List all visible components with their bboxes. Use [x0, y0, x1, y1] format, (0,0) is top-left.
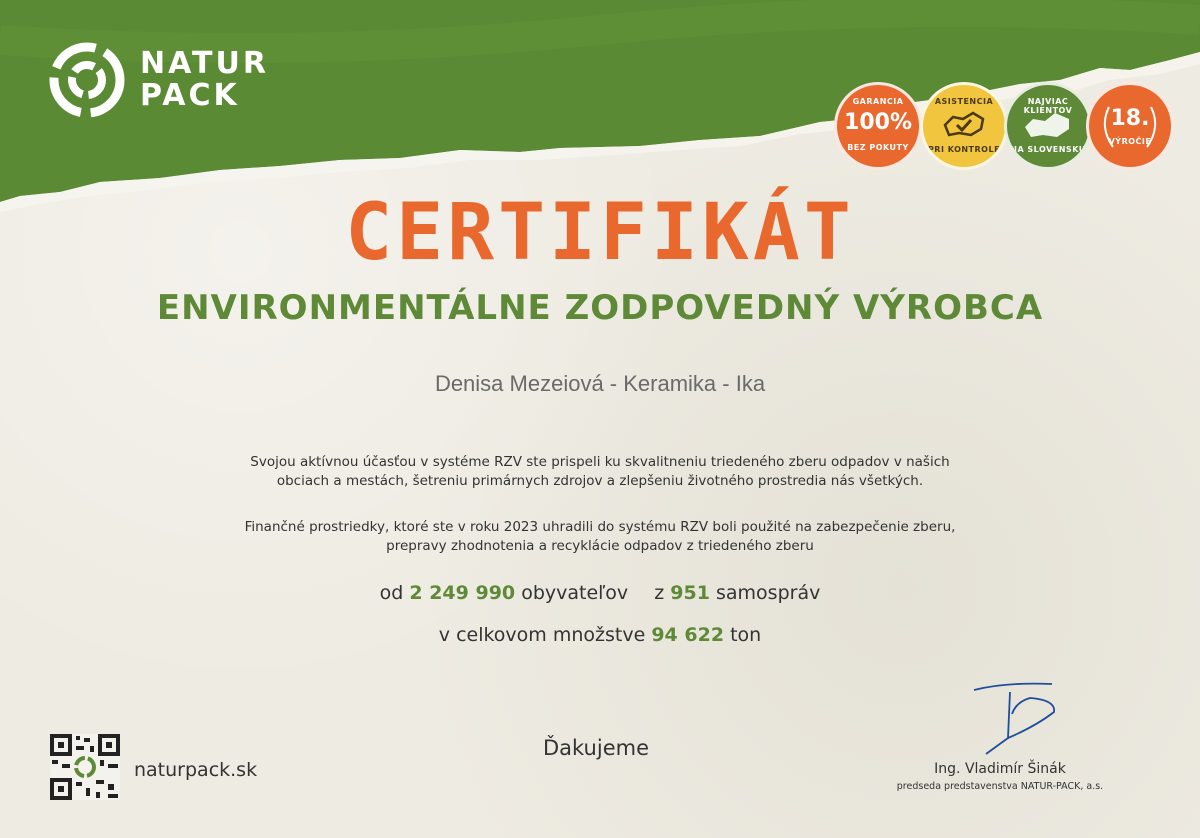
- badge-assistance-top: ASISTENCIA: [934, 97, 994, 106]
- thanks-text: Ďakujeme: [543, 736, 649, 760]
- signer-name: Ing. Vladimír Šinák: [934, 761, 1066, 777]
- badge-anniversary: [1086, 82, 1174, 170]
- paragraph-participation-line1: Svojou aktívnou účasťou v systéme RZV ste prispeli ku skvalitneniu triedeného zberu odpadov v našich: [250, 454, 950, 470]
- badge-guarantee: [834, 82, 922, 170]
- badge-guarantee-value: 100%: [844, 110, 912, 135]
- paragraph-participation-line2: obciach a mestách, šetreniu primárnych zdrojov a zlepšeniu životného prostredia nás všetkých.: [276, 473, 924, 489]
- badge-assistance-bottom: PRI KONTROLE: [927, 145, 1001, 154]
- slovakia-map-filled-icon: [1007, 85, 1089, 167]
- recycle-swirl-icon: [48, 42, 126, 118]
- badge-anniversary-bottom: VÝROČIE: [1108, 137, 1152, 146]
- badges-row: [834, 82, 1174, 176]
- certificate-subtitle: ENVIRONMENTÁLNE ZODPOVEDNÝ VÝROBCA: [156, 288, 1044, 328]
- stats-inhabitants-label: obyvateľov: [521, 582, 629, 604]
- signature-icon: [966, 678, 1066, 758]
- badge-most-clients-bottom: NA SLOVENSKU: [1010, 145, 1086, 154]
- badge-assistance: [920, 82, 1008, 170]
- stats-municipalities-value: 951: [670, 582, 710, 604]
- stats-total-label: v celkovom množstve: [438, 624, 646, 646]
- paragraph-funds-line2: prepravy zhodnotenia a recyklácie odpadov z triedeného zberu: [386, 538, 814, 554]
- signer-role: predseda predstavenstva NATUR-PACK, a.s.: [896, 781, 1104, 792]
- stats-from-label: od: [379, 582, 404, 604]
- badge-guarantee-bottom: BEZ POKUTY: [847, 143, 909, 152]
- website-link[interactable]: naturpack.sk: [134, 759, 258, 781]
- stats-tons-label: ton: [730, 624, 762, 646]
- badge-guarantee-top: GARANCIA: [852, 97, 904, 106]
- logo-line-natur: NATUR: [140, 46, 269, 81]
- stats-tons-value: 94 622: [651, 624, 725, 646]
- stats-inhabitants-value: 2 249 990: [409, 582, 516, 604]
- paragraph-funds: [150, 518, 1050, 556]
- certificate-title: CERTIFIKÁT: [345, 188, 855, 278]
- logo-line-pack: PACK: [140, 78, 240, 113]
- badge-anniversary-value: 18.: [1110, 106, 1150, 131]
- recipient-name: Denisa Mezeiová - Keramika - Ika: [434, 371, 766, 396]
- paragraph-funds-line1: Finančné prostriedky, ktoré ste v roku 2023 uhradili do systému RZV boli použité na zabezpečenie zberu,: [244, 519, 956, 535]
- paragraph-participation: [150, 453, 1050, 491]
- stats-from2-label: z: [654, 582, 665, 604]
- naturpack-logo: [48, 42, 288, 118]
- badge-most-clients: [1004, 82, 1092, 170]
- slovakia-map-icon: [923, 85, 1005, 167]
- logo-wordmark: [140, 48, 269, 112]
- stats-population: [0, 580, 1200, 606]
- stats-total: [0, 622, 1200, 648]
- stats-municipalities-label: samospráv: [716, 582, 821, 604]
- badge-most-clients-top: NAJVIAC KLIENTOV: [1023, 97, 1073, 115]
